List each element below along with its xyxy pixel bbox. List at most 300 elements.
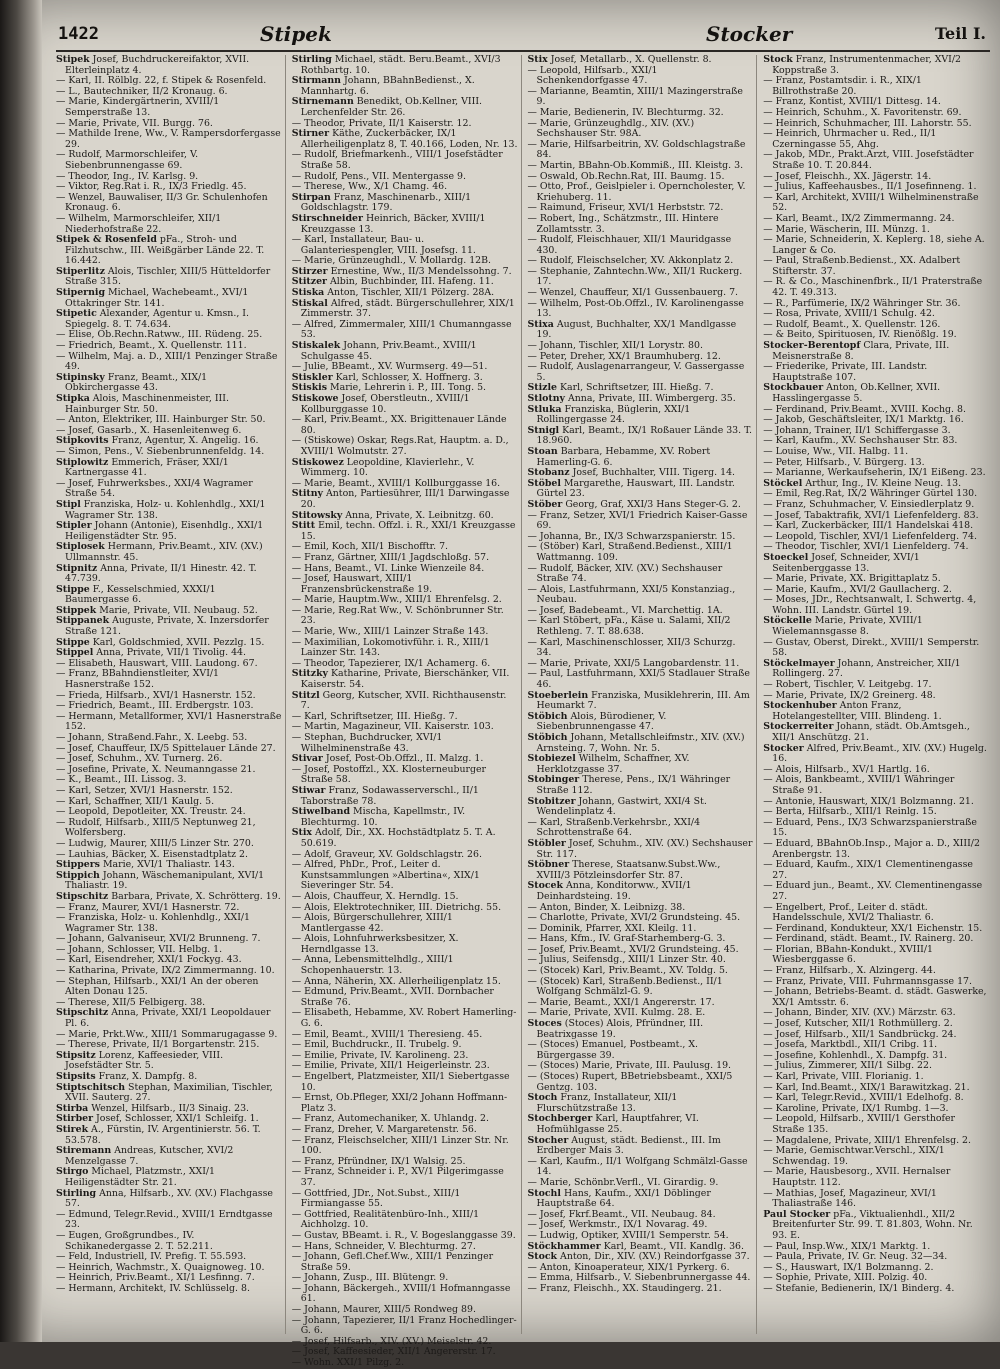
directory-entry: [763, 1189, 989, 1210]
entry-details: — Karl, Eisendreher, XXI/1 Fockyg. 43.: [56, 954, 242, 966]
entry-details: — Josef, Schuhm., XV. Turnerg. 26.: [56, 753, 223, 765]
directory-entry: [292, 934, 518, 955]
directory-entry: [292, 521, 518, 542]
entry-details: — Franz, Setzer, XVI/1 Friedrich Kaiser-Gasse 69.: [527, 509, 748, 532]
directory-entry: [763, 945, 989, 966]
entry-surname: Stöbel: [527, 477, 561, 489]
entry-surname: Stobanz: [527, 467, 570, 479]
entry-details: Wenzel, Hilfsarb., II/3 Sinaig. 23.: [91, 1102, 250, 1114]
entry-surname: Stirba: [56, 1102, 89, 1114]
entry-details: — Peter, Dreher, XX/1 Braumhuberg. 12.: [527, 350, 721, 362]
entry-details: — Marie, Gemischtwar.Verschl., XIX/1 Schwendag. 19.: [763, 1145, 945, 1167]
entry-details: — Josef, Badebeamt., VI. Marchettig. 1A.: [527, 604, 723, 616]
directory-entry: [763, 129, 989, 150]
directory-entry: [763, 722, 989, 743]
directory-entry: [292, 458, 518, 479]
directory-entry: [56, 150, 282, 171]
entry-details: Arthur, Ing., IV. Kleine Neug. 13.: [805, 477, 962, 489]
entry-details: Franz, Installateur, XII/1 Flurschützstraße 13.: [536, 1092, 678, 1114]
entry-details: — Franz, Fleischselcher, XIII/1 Linzer Str. Nr. 100.: [291, 1134, 509, 1157]
directory-entry: [528, 362, 754, 383]
entry-details: — Franziska, Holz- u. Kohlenhdlg., XXI/1 Wagramer Str. 138.: [56, 912, 251, 934]
directory-entry: [56, 500, 282, 521]
entry-details: — Louise, Ww., VII. Halbg. 11.: [763, 445, 909, 457]
entry-details: Franziska, Holz- u. Kohlenhdlg., XXI/1 Wagramer Str. 138.: [65, 498, 266, 521]
entry-surname: Stipinsky: [56, 371, 105, 383]
directory-entry: [292, 638, 518, 659]
directory-entry: [528, 1093, 754, 1114]
entry-details: — Hans, Kfm., IV. Graf-Starhemberg-G. 3.: [527, 933, 726, 945]
entry-details: — Paul, Lastfuhrmann, XXI/5 Stadlauer Straße 46.: [527, 668, 750, 691]
entry-details: — Marianne, Werkaufseherin, IX/1 Eißeng. 23.: [763, 467, 986, 479]
entry-details: — Marie, Reg.Rat Ww., V. Schönbrunner Str. 23.: [291, 604, 504, 627]
directory-entry: [528, 426, 754, 447]
entry-surname: Stoces: [527, 1018, 562, 1030]
directory-entry: [528, 564, 754, 585]
entry-details: Emmerich, Fräser, XXI/1 Kartnergasse 41.: [65, 456, 229, 479]
entry-surname: Stitny: [291, 488, 324, 500]
entry-details: — Marie, Kindergärtnerin, XVIII/1 Semperstraße 13.: [56, 96, 220, 118]
directory-entry: [56, 542, 282, 563]
entry-details: — Theodor, Tischler, XVI/1 Lienfelderg. 74.: [763, 541, 969, 553]
entry-details: — Josef, Hauswart, XIII/1 Franzensbrückenstraße 19.: [291, 573, 433, 595]
entry-surname: Stippanek: [56, 615, 110, 627]
entry-surname: Stiwar: [291, 784, 326, 796]
entry-details: Johann, Wäschemanipulant, XVI/1 Thaliastr. 19.: [65, 869, 265, 892]
right-running-head: Stocker: [706, 22, 793, 46]
entry-details: Josef, Schuhm., XIV. (XV.) Sechshauser Str. 117.: [536, 837, 753, 860]
directory-entry: [528, 616, 754, 637]
entry-surname: Stitzl: [291, 689, 320, 701]
directory-entry: [528, 511, 754, 532]
entry-details: Johann, Metallschleifmstr., XIV. (XV.) Arnsteing. 7, Wohn. Nr. 5.: [536, 732, 745, 754]
directory-entry: [292, 733, 518, 754]
entry-details: — (Stoces) Rupert, BBetriebsbeamt., XXI/5 Gentzg. 103.: [527, 1071, 733, 1093]
entry-details: Wilhelm, Schaffner, XV. Herklotzgasse 37.: [536, 753, 690, 775]
entry-details: — Josefa, Marktbdl., XII/1 Cribg. 11.: [763, 1039, 938, 1051]
entry-details: — Charlotte, Private, XVI/2 Grundsteing. 45.: [527, 912, 741, 924]
entry-surname: Stobiezel: [527, 753, 576, 765]
directory-entry: [763, 553, 989, 574]
entry-surname: Stöbler: [527, 837, 566, 849]
entry-details: Josef, Oberstleutn., XVIII/1 Kollburggasse 10.: [300, 393, 470, 415]
entry-details: — Ernst, Ob.Pfleger, XXI/2 Johann Hoffmann-Platz 3.: [291, 1092, 508, 1114]
entry-details: — Hermann, Metallformer, XVI/1 Hasnerstraße 152.: [56, 710, 282, 733]
entry-details: Marie, Lehrerin i. P., III. Tong. 5.: [330, 382, 487, 394]
entry-details: — Karl, Schaffner, XII/1 Kaulg. 5.: [56, 795, 215, 807]
directory-entry: [763, 818, 989, 839]
entry-details: — Antonie, Hauswart, XIX/1 Bolzmanng. 21.: [763, 795, 974, 807]
entry-details: — Marie, Hilfsarbeitrin, XV. Goldschlagstraße 84.: [527, 138, 746, 161]
entry-details: — Raimund, Friseur, XVI/1 Herbststr. 72.: [527, 202, 724, 214]
entry-details: F., Kesselschmied, XXXI/1 Baumergasse 6.: [65, 583, 216, 606]
entry-details: — L., Bautechniker, II/2 Kronaug. 6.: [56, 85, 228, 97]
entry-details: Lorenz, Kaffeesieder, VIII. Josefstädter Str. 5.: [65, 1049, 224, 1072]
entry-details: — Karl, Priv.Beamt., XX. Brigittenauer Lände 80.: [291, 414, 507, 436]
entry-details: — Franz, Fleischh., XX. Staudingerg. 21.: [527, 1282, 722, 1294]
entry-surname: Stocker-Berentopf: [763, 340, 861, 352]
directory-entry: [292, 669, 518, 690]
entry-details: — Robert, Tischler, V. Leitgebg. 17.: [763, 679, 932, 691]
entry-details: — Emil, Reg.Rat, IX/2 Währinger Gürtel 130.: [763, 488, 978, 500]
entry-surname: Stitowsky: [291, 509, 343, 521]
entry-details: — Marie, Beamt., XVIII/1 Kollburggasse 16.: [291, 477, 501, 489]
entry-details: Stephan, Maximilian, Tischler, XVII. Sauterg. 27.: [65, 1081, 273, 1104]
directory-entry: [528, 691, 754, 712]
entry-details: — Leopold, Hilfsarb., XVIII/1 Gersthofer Straße 135.: [763, 1113, 956, 1135]
entry-surname: Stipschitz: [56, 1007, 109, 1019]
directory-entry: [56, 1146, 282, 1167]
entry-details: — Leopold, Depotleiter, XX. Treustr. 24.: [56, 806, 246, 818]
entry-surname: Stirzer: [291, 265, 328, 277]
entry-details: — Josef, Kaffeesieder, XII/1 Angererstr. 17.: [291, 1346, 496, 1358]
entry-details: — (Stocek) Karl, Straßenb.Bedienst., II/1 Wolfgang Schmälzl-G. 9.: [527, 975, 723, 998]
entry-details: Josef, Buchhalter, VIII. Tigerg. 14.: [572, 467, 736, 479]
entry-surname: Stixa: [527, 318, 554, 330]
entry-details: — S., Hauswart, IX/1 Bolzmanng. 2.: [763, 1261, 934, 1273]
directory-entry: [763, 1114, 989, 1135]
entry-details: — Alois, Bankbeamt., XVIII/1 Währinger Straße 91.: [763, 774, 955, 796]
entry-details: — Johann, Trainer, II/1 Schiffergasse 3.: [763, 424, 951, 436]
entry-details: — Florian, BBahn-Kondukt., XVIII/1 Wiesberggasse 6.: [763, 943, 933, 966]
directory-entry: [292, 436, 518, 457]
entry-surname: Stiskal: [291, 297, 328, 309]
directory-entry: [292, 606, 518, 627]
entry-details: Anna, Hilfsarb., XV. (XV.) Flachgasse 57.: [65, 1187, 273, 1210]
directory-entry: [292, 807, 518, 828]
entry-details: — Engelbert, Prof., Leiter d. städt. Handelsschule, XVI/2 Thaliastr. 6.: [763, 901, 934, 924]
entry-details: — Franz, BBahndienstleiter, XVI/1 Hasnerstraße 152.: [56, 668, 220, 691]
entry-surname: Stöbich: [527, 710, 568, 722]
entry-surname: Stocker: [763, 742, 804, 754]
entry-details: — Karl, Maschinenschlosser, XII/3 Schurzg. 34.: [527, 636, 736, 659]
entry-details: Marie, XVI/1 Thaliastr. 143.: [102, 859, 235, 871]
entry-details: Auguste, Private, X. Inzersdorfer Straße 121.: [65, 615, 269, 638]
entry-surname: Stiskalek: [291, 340, 341, 352]
entry-details: — Oswald, Ob.Rechn.Rat, III. Baumg. 15.: [527, 170, 725, 182]
entry-details: — Franz, Gärtner, XIII/1 Jagdschloßg. 57.: [291, 551, 490, 563]
directory-entry: [292, 1316, 518, 1337]
entry-surname: Stiperlitz: [56, 265, 105, 277]
entry-surname: Stirpan: [291, 191, 331, 203]
entry-details: — Emil, Koch, XII/1 Bischofftr. 7.: [291, 541, 449, 553]
entry-surname: Stöckhammer: [527, 1240, 601, 1252]
directory-column-1: [56, 55, 286, 1334]
entry-details: — Dominik, Pfarrer, XXI. Kleilg. 11.: [527, 922, 697, 934]
entry-surname: Stock: [527, 1251, 558, 1263]
directory-entry: [292, 987, 518, 1008]
entry-details: — Rudolf, Fleischhauer, XII/1 Mauridgasse 430.: [527, 234, 732, 256]
entry-surname: Stipschitz: [56, 890, 109, 902]
entry-details: — Karl Stöbert, pFa., Käse u. Salami, XII/2 Rethleng. 7. T. 88.638.: [527, 615, 731, 638]
entry-details: Karl, Beamt., VII. Kandlg. 36.: [603, 1240, 744, 1252]
entry-surname: Stipernig: [56, 287, 106, 299]
entry-details: — Marie, Bedienerin, IV. Blechturmg. 32.: [527, 106, 724, 118]
directory-entry: [56, 1231, 282, 1252]
entry-surname: Stluka: [527, 403, 562, 415]
directory-column-3: [528, 55, 758, 1334]
directory-entry: [292, 1210, 518, 1231]
directory-entry: [763, 235, 989, 256]
directory-entry: [763, 775, 989, 796]
entry-details: Emil, techn. Offzl. i. R., XXI/1 Kreuzgasse 15.: [300, 520, 516, 542]
directory-entry: [56, 585, 282, 606]
entry-details: — Marie, Hauptm.Ww., XIII/1 Ehrenfelsg. 2.: [291, 594, 502, 606]
entry-surname: Stipnitz: [56, 562, 98, 574]
entry-details: Anna, Private, VII/1 Tivolig. 44.: [96, 647, 246, 659]
directory-entry: [292, 691, 518, 712]
entry-details: — Alfred, PhDr., Prof., Leiter d. Kunstsammlungen »Albertina«, XIX/1 Sieveringer Str. 54.: [291, 859, 480, 892]
entry-details: — Karl, Straßenb.Verkehrsbr., XXI/4 Schrottenstraße 64.: [527, 816, 701, 839]
entry-details: — Ludwig, Maurer, XIII/5 Linzer Str. 270.: [56, 837, 254, 849]
entry-surname: Stirnemann: [291, 96, 354, 108]
entry-details: — Johann, Bäckergeh., XVIII/1 Hofmanngasse 61.: [291, 1282, 511, 1305]
entry-details: — Heinrich, Uhrmacher u. Red., II/1 Czerningasse 55, Ahg.: [763, 128, 937, 150]
entry-surname: Stocek: [527, 880, 564, 892]
entry-details: — Martin, Magazineur, VII. Kaiserstr. 103.: [291, 721, 494, 733]
entry-details: — Karl, Architekt, XVIII/1 Wilhelminenstraße 52.: [763, 191, 979, 214]
directory-entry: [528, 320, 754, 341]
entry-details: — Marie, Private, XX. Brigittaplatz 5.: [763, 573, 941, 585]
entry-surname: Stockerreiter: [763, 721, 834, 733]
entry-details: — Marianne, Beamtin, XIII/1 Mazingerstraße 9.: [527, 85, 743, 108]
entry-surname: Stoan: [527, 445, 558, 457]
entry-details: — Josefine, Private, X. Neumanngasse 21.: [56, 763, 256, 775]
entry-details: Josef, Post-Ob.Offzl., II. Malzg. 1.: [325, 753, 484, 765]
entry-surname: Stockbauer: [763, 382, 824, 394]
entry-details: — Karl, Kaufm., II/1 Wolfgang Schmälzl-Gasse 14.: [527, 1155, 748, 1178]
entry-details: — Alois, Bürgerschullehrer, XIII/1 Mantlergasse 42.: [291, 912, 453, 934]
entry-surname: Stirmann: [291, 75, 341, 87]
directory-entry: [528, 733, 754, 754]
directory-entry: [56, 1210, 282, 1231]
directory-entry: [292, 394, 518, 415]
entry-details: — Sophie, Private, XIII. Polzig. 40.: [763, 1272, 928, 1284]
entry-details: — Rudolf, Pens., VII. Mentergasse 9.: [291, 170, 466, 182]
entry-details: — Julie, BBeamt., XV. Wurmserg. 49—51.: [291, 361, 488, 373]
directory-entry: [56, 1189, 282, 1210]
entry-details: Franz, X. Dampfg. 8.: [98, 1071, 198, 1082]
entry-surname: Stitzky: [291, 668, 329, 680]
entry-details: Anna, Private, II/1 Hinestr. 42. T. 47.739.: [65, 562, 257, 585]
entry-details: — Engelbert, Platzmeister, XII/1 Siebertgasse 10.: [291, 1071, 510, 1093]
entry-details: — Paula, Private, IV. Gr. Neug. 32—34.: [763, 1251, 948, 1263]
directory-entry: [56, 214, 282, 235]
entry-details: Johann, Priv.Beamt., XVIII/1 Schulgasse 45.: [300, 340, 477, 362]
entry-details: — Karoline, Private, IX/1 Rumbg. 1—3.: [763, 1102, 949, 1114]
entry-details: — Franz, Kontist, XVIII/1 Dittesg. 14.: [763, 96, 941, 108]
entry-details: Alexander, Agentur u. Kmsn., I. Spiegelg. 8. T. 74.634.: [65, 308, 249, 330]
entry-details: — Maximilian, Lokomotivführ. i. R., XIII/1 Lainzer Str. 143.: [291, 636, 490, 659]
entry-details: — Rudolf, Fleischselcher, XV. Akkonplatz 2.: [527, 255, 734, 267]
directory-entry: [56, 669, 282, 690]
entry-details: — Stephan, Buchdrucker, XVI/1 Wilhelminenstraße 43.: [291, 732, 443, 754]
entry-surname: Stipkovits: [56, 435, 109, 447]
entry-details: — R. & Co., Maschinenfbrk., II/1 Praterstraße 42. T. 49.313.: [763, 276, 983, 299]
entry-details: — Karl, II. Rölblg. 22, f. Stipek & Rosenfeld.: [56, 75, 267, 87]
directory-entry: [292, 1284, 518, 1305]
directory-entry: [763, 860, 989, 881]
entry-details: pFa., Viktualienhdl., XII/2 Breitenfurter Str. 99. T. 81.803, Wohn. Nr. 93. E.: [772, 1208, 973, 1241]
directory-entry: [528, 140, 754, 161]
entry-surname: Stiplowitz: [56, 456, 109, 468]
entry-details: — Eduard, BBahnOb.Insp., Major a. D., XIII/2 Arenbergstr. 13.: [763, 837, 980, 860]
entry-details: — Marie, Private, VII. Burgg. 76.: [56, 117, 213, 129]
entry-surname: Stiremann: [56, 1145, 112, 1157]
directory-entry: [56, 712, 282, 733]
entry-surname: Stipler: [56, 520, 92, 532]
directory-entry: [292, 1072, 518, 1093]
entry-details: — Robert, Ing., Schätzmstr., III. Hintere Zollamtsstr. 3.: [527, 212, 719, 235]
entry-details: — Johann, Gefl.Chef.Ww., XIII/1 Penzinger Straße 59.: [291, 1251, 494, 1273]
entry-details: Georg, Kutscher, XVII. Richthausenstr. 7.: [300, 689, 507, 712]
entry-details: — Wohn. XXI/1 Pilzg. 2.: [291, 1357, 405, 1369]
entry-details: Anna, Private, III. Wimbergerg. 35.: [568, 393, 736, 404]
entry-surname: Stöckel: [763, 477, 803, 489]
entry-details: — Friederike, Private, III. Landstr. Hauptstraße 107.: [763, 361, 928, 383]
entry-surname: Stirgo: [56, 1166, 89, 1178]
entry-details: — Emilie, Private, IV. Karolineng. 23.: [291, 1049, 469, 1061]
entry-details: Alfred, städt. Bürgerschullehrer, XIX/1 Zimmerstr. 37.: [300, 297, 515, 320]
entry-surname: Stirek: [56, 1123, 89, 1135]
directory-entry: [292, 765, 518, 786]
directory-entry: [292, 1252, 518, 1273]
entry-details: — Alois, Hilfsarb., XV/1 Hartlg. 16.: [763, 763, 930, 775]
entry-details: Franz, Agentur, X. Angelig. 16.: [111, 435, 259, 447]
entry-surname: Stippich: [56, 869, 100, 881]
entry-details: Anna, Konditorww., XVII/1 Deinhardsteing. 19.: [536, 880, 692, 902]
entry-details: — Berta, Hilfsarb., XIII/1 Reinlg. 15.: [763, 806, 937, 818]
entry-details: August, Buchhalter, XX/1 Mandlgasse 19.: [536, 318, 737, 341]
entry-surname: Stippe: [56, 636, 90, 648]
directory-entry: [528, 119, 754, 140]
entry-details: Ernestine, Ww., II/3 Mendelssohng. 7.: [330, 265, 512, 277]
entry-details: Josef, Metallarb., X. Quellenstr. 8.: [550, 54, 712, 65]
directory-entry: [528, 1114, 754, 1135]
directory-entry: [292, 341, 518, 362]
entry-details: — Edmund, Telegr.Revid., XVIII/1 Erndtgasse 23.: [56, 1208, 273, 1231]
entry-details: Karl, Beamt., IX/1 Roßauer Lände 33. T. 18.960.: [536, 424, 752, 447]
entry-surname: Stöber: [527, 498, 563, 510]
entry-details: — (Stoces) Marie, Private, III. Paulusg. 19.: [527, 1060, 732, 1072]
directory-entry: [56, 352, 282, 373]
entry-details: — (Stocek) Karl, Priv.Beamt., XV. Toldg. 5.: [527, 965, 728, 977]
directory-entry: [292, 1136, 518, 1157]
entry-details: — Franz, Automechaniker, X. Uhlandg. 2.: [291, 1113, 489, 1125]
entry-details: — Marie, Kaufm., XVI/2 Gaullacherg. 2.: [763, 583, 952, 595]
entry-details: — Josefine, Kohlenhdl., X. Dampfg. 31.: [763, 1049, 948, 1061]
entry-surname: Stobitzer: [527, 795, 576, 807]
entry-details: — Ludwig, Optiker, XVIII/1 Semperstr. 54.: [527, 1229, 729, 1241]
directory-entry: [763, 903, 989, 924]
entry-details: — Stephanie, Zahntechn.Ww., XII/1 Ruckerg. 17.: [527, 265, 743, 288]
entry-surname: Stipek: [56, 54, 90, 65]
entry-surname: Stizle: [527, 382, 558, 394]
directory-entry: [56, 267, 282, 288]
directory-entry: [528, 1072, 754, 1093]
directory-entry: [528, 87, 754, 108]
entry-details: — Heinrich, Wachmstr., X. Quaignoweg. 10.: [56, 1261, 265, 1273]
entry-details: — Elisabeth, Hebamme, XV. Robert Hamerling-G. 6.: [291, 1007, 517, 1030]
entry-details: — Rudolf, Marmorschleifer, V. Siebenbrunnengasse 69.: [56, 149, 199, 171]
directory-entry: [528, 405, 754, 426]
entry-details: — Karl, Installateur, Bau- u. Galanteriespengler, VIII. Josefsg. 11.: [291, 234, 476, 256]
entry-details: — Marie, Grünzeughdlg., XIV. (XV.) Sechshauser Str. 98A.: [527, 117, 695, 140]
directory-entry: [528, 860, 754, 881]
entry-details: — Gottfried, Realitätenbüro-Inh., XIII/1 Aichholzg. 10.: [291, 1208, 480, 1231]
directory-entry: [528, 638, 754, 659]
entry-details: — Eduard, Pens., IX/3 Schwarzspanierstraße 15.: [763, 816, 977, 839]
entry-surname: Stlotny: [527, 393, 566, 404]
entry-surname: Stiplosek: [56, 541, 105, 553]
directory-entry: [292, 129, 518, 150]
entry-details: — Johanna, Br., IX/3 Schwarzspanierstr. 15.: [527, 530, 736, 542]
page-number: 1422: [58, 24, 99, 44]
entry-surname: Stobinger: [527, 774, 580, 786]
entry-details: — Leopold, Hilfsarb., XXI/1 Schenkendorfgasse 47.: [527, 64, 658, 87]
entry-details: — Marie, Schneiderin, X. Keplerg. 18, siehe A. Langer & Co.: [763, 234, 985, 256]
directory-entry: [763, 383, 989, 404]
entry-details: — Gustav, BBeamt. i. R., V. Bogeslanggasse 39.: [291, 1229, 516, 1241]
entry-details: — Eduard jun., Beamt., XV. Clementinengasse 27.: [763, 880, 983, 902]
entry-details: — Hans, Beamt., VI. Linke Wienzeile 84.: [291, 562, 485, 574]
directory-columns: [56, 54, 992, 1369]
directory-entry: [763, 341, 989, 362]
directory-entry: [56, 193, 282, 214]
entry-details: Albin, Buchbinder, III. Hafeng. 11.: [329, 276, 494, 288]
directory-entry: [528, 479, 754, 500]
directory-entry: [292, 1008, 518, 1029]
directory-entry: [292, 55, 518, 76]
entry-details: — Franz, Schuhmacher, V. Einsiedlerplatz 9.: [763, 498, 975, 510]
entry-details: — Ferdinand, städt. Beamt., IV. Rainerg. 20.: [763, 933, 974, 945]
entry-details: — Karl, Beamt., IX/2 Zimmermanng. 24.: [763, 212, 955, 224]
entry-details: — Karl, Private, VIII. Florianig. 1.: [763, 1071, 924, 1082]
entry-details: — Theodor, Tapezierer, IX/1 Achamerg. 6.: [291, 657, 491, 669]
entry-surname: Stiwelband: [291, 806, 351, 818]
entry-details: Johann, Gastwirt, XXI/4 St. Wendelinplatz 4.: [536, 795, 707, 818]
entry-details: — Franz, Postamtsdir. i. R., XIX/1 Billrothstraße 20.: [763, 75, 922, 97]
entry-details: — Magdalene, Private, XIII/1 Ehrenfelsg. 2.: [763, 1134, 971, 1146]
directory-entry: [292, 786, 518, 807]
entry-details: — Johann, Betriebs-Beamt. d. städt. Gaswerke, XX/1 Amtsstr. 6.: [763, 986, 987, 1008]
directory-entry: [528, 881, 754, 902]
entry-details: — Josef, Kutscher, XII/1 Rothmüllerg. 2.: [763, 1018, 953, 1030]
directory-entry: [56, 818, 282, 839]
entry-surname: Stix: [527, 54, 548, 65]
directory-entry: [292, 193, 518, 214]
entry-surname: Stivar: [291, 753, 323, 765]
directory-entry: [763, 1167, 989, 1188]
entry-details: — Wilhelm, Maj. a. D., XIII/1 Penzinger Straße 49.: [56, 350, 278, 373]
entry-surname: Stitt: [291, 520, 316, 532]
entry-surname: Stiskowe: [291, 393, 339, 404]
directory-entry: [292, 415, 518, 436]
entry-details: — Emil, Beamt., XVIII/1 Theresieng. 45.: [291, 1028, 483, 1040]
entry-surname: Stirner: [291, 128, 330, 140]
entry-details: — Mathilde Irene, Ww., V. Rampersdorfergasse 29.: [56, 128, 281, 150]
entry-details: — Josef, Tabaktrafik, XVI/1 Liefenfelderg. 83.: [763, 509, 979, 521]
entry-details: — Anna, Lebensmittelhdlg., XIII/1 Schopenhauerstr. 13.: [291, 954, 454, 977]
entry-details: — Hermann, Architekt, IV. Schlüsselg. 8.: [56, 1282, 250, 1294]
entry-details: Anton Franz, Hotelangestellter, VIII. Blindeng. 1.: [772, 700, 942, 722]
entry-details: — Viktor, Reg.Rat i. R., IX/3 Friedlg. 45.: [56, 181, 247, 193]
part-label: Teil I.: [934, 24, 986, 43]
entry-details: Benedikt, Ob.Kellner, VIII. Lerchenfelder Str. 26.: [300, 96, 483, 118]
entry-surname: Stoeckel: [763, 551, 809, 563]
entry-details: — Frieda, Hilfsarb., XVI/1 Hasnerstr. 152.: [56, 689, 256, 701]
entry-details: — Stefanie, Bedienerin, IX/1 Binderg. 4.: [763, 1282, 955, 1294]
